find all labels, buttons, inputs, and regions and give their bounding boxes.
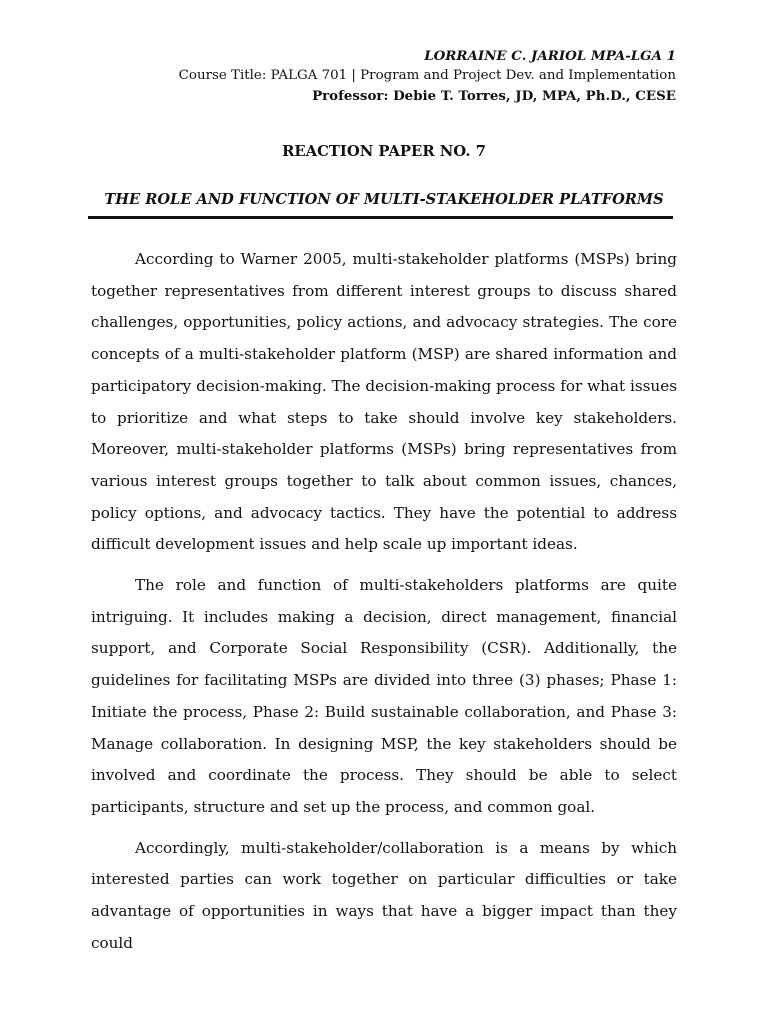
paper-title: REACTION PAPER NO. 7 — [282, 143, 486, 160]
author-line: LORRAINE C. JARIOL MPA-LGA 1 — [424, 48, 676, 64]
body-paragraph-1: According to Warner 2005, multi-stakeholder platforms (MSPs) bring together representatives from different interest groups to discuss shared challenges, opportunities, policy actions, and advocacy strategies. The core concepts of a multi-stakeholder platform (MSP) are shared information and participatory decision-making. The decision-making process for what issues to prioritize and what steps to take should involve key stakeholders. Moreover, multi-stakeholder platforms (MSPs) bring representatives from various interest groups together to talk about common issues, chances, policy options, and advocacy tactics. They have the potential to address difficult development issues and help scale up important ideas. — [91, 250, 677, 554]
body-paragraph-3: Accordingly, multi-stakeholder/collaboration is a means by which interested parties can work together on particular difficulties or take advantage of opportunities in ways that have a bigger impact than they could — [91, 838, 677, 952]
course-title-line: Course Title: PALGA 701 | Program and Project Dev. and Implementation — [178, 68, 676, 83]
title-divider — [88, 216, 673, 219]
body-paragraph-2: The role and function of multi-stakeholders platforms are quite intriguing. It includes making a decision, direct management, financial support, and Corporate Social Responsibility (CSR). Additionally, the guidelines for facilitating MSPs are divided into three (3) phases; Phase 1: Initiate the process, Phase 2: Build sustainable collaboration, and Phase 3: Manage collaboration. In designing MSP, the key stakeholders should be involved and coordinate the process. They should be able to select participants, structure and set up the process, and common goal. — [91, 576, 677, 816]
document-body — [91, 244, 677, 968]
document-header — [179, 46, 676, 106]
professor-line: Professor: Debie T. Torres, JD, MPA, Ph.D., CESE — [312, 88, 676, 104]
paper-subtitle: THE ROLE AND FUNCTION OF MULTI-STAKEHOLDER PLATFORMS — [104, 191, 664, 208]
